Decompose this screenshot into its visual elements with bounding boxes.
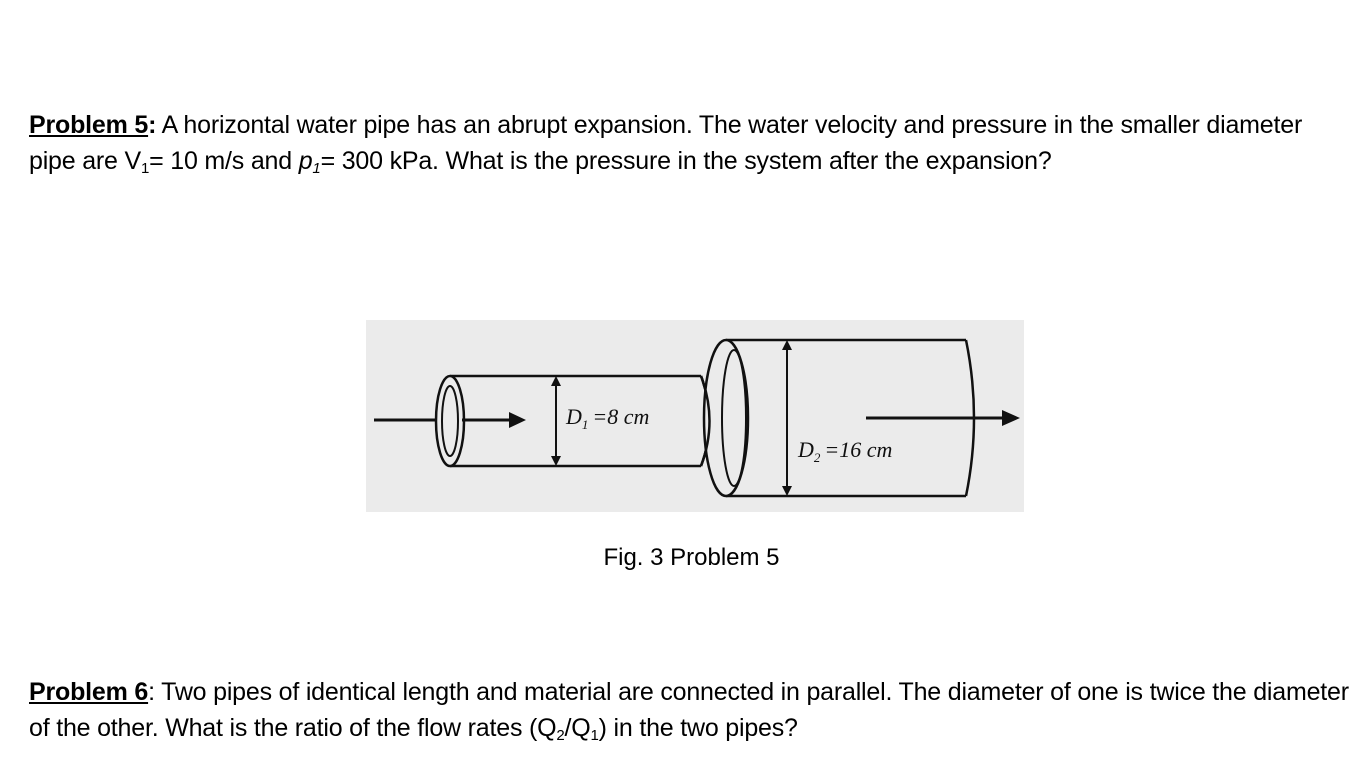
problem-6-colon: :	[148, 678, 155, 706]
problem-5-text-c: = 300 kPa. What is the pressure in the system after the expansion?	[320, 147, 1052, 175]
velocity-subscript: 1	[140, 160, 150, 177]
problem-5-label: Problem 5	[29, 111, 149, 139]
figure-caption-text: Fig. 3 Problem 5	[603, 544, 780, 571]
problem-5-text	[29, 107, 1349, 179]
small-pipe-outer-rim	[436, 376, 464, 466]
problem-5-text-b: = 10 m/s and	[149, 147, 299, 175]
problem-6-text-b: /Q	[564, 714, 591, 742]
problem-6-text-a: Two pipes of identical length and material are connected in parallel. The diameter of one is twice the diameter of the other. What is the ratio of the flow rates (Q	[29, 678, 1349, 742]
outlet-arrow-head	[1002, 410, 1020, 426]
problem-5-text-a: A horizontal water pipe has an abrupt expansion. The water velocity and pressure in the smaller diameter pipe are V	[29, 111, 1303, 175]
pressure-subscript: 1	[312, 160, 321, 177]
problem-6-text	[29, 674, 1349, 746]
problem-6-text-c: ) in the two pipes?	[598, 714, 798, 742]
inlet-arrow-head	[509, 412, 526, 428]
figure-caption	[0, 540, 1366, 576]
d1-label: $D_1 =8$ cm	[566, 404, 650, 432]
pipe-expansion-figure	[366, 320, 1024, 512]
pipe-diagram	[366, 320, 1024, 512]
d2-arrow-top	[782, 340, 792, 350]
q2-subscript: 2	[556, 727, 565, 744]
d1-arrow-top	[551, 376, 561, 386]
d1-arrow-bottom	[551, 456, 561, 466]
pressure-variable: p	[298, 147, 313, 175]
d2-label: $D_2 =16$ cm	[798, 437, 893, 465]
d2-arrow-bottom	[782, 486, 792, 496]
problem-6-label: Problem 6	[29, 678, 149, 706]
problem-5-colon: :	[148, 111, 157, 139]
q1-subscript: 1	[590, 727, 599, 744]
